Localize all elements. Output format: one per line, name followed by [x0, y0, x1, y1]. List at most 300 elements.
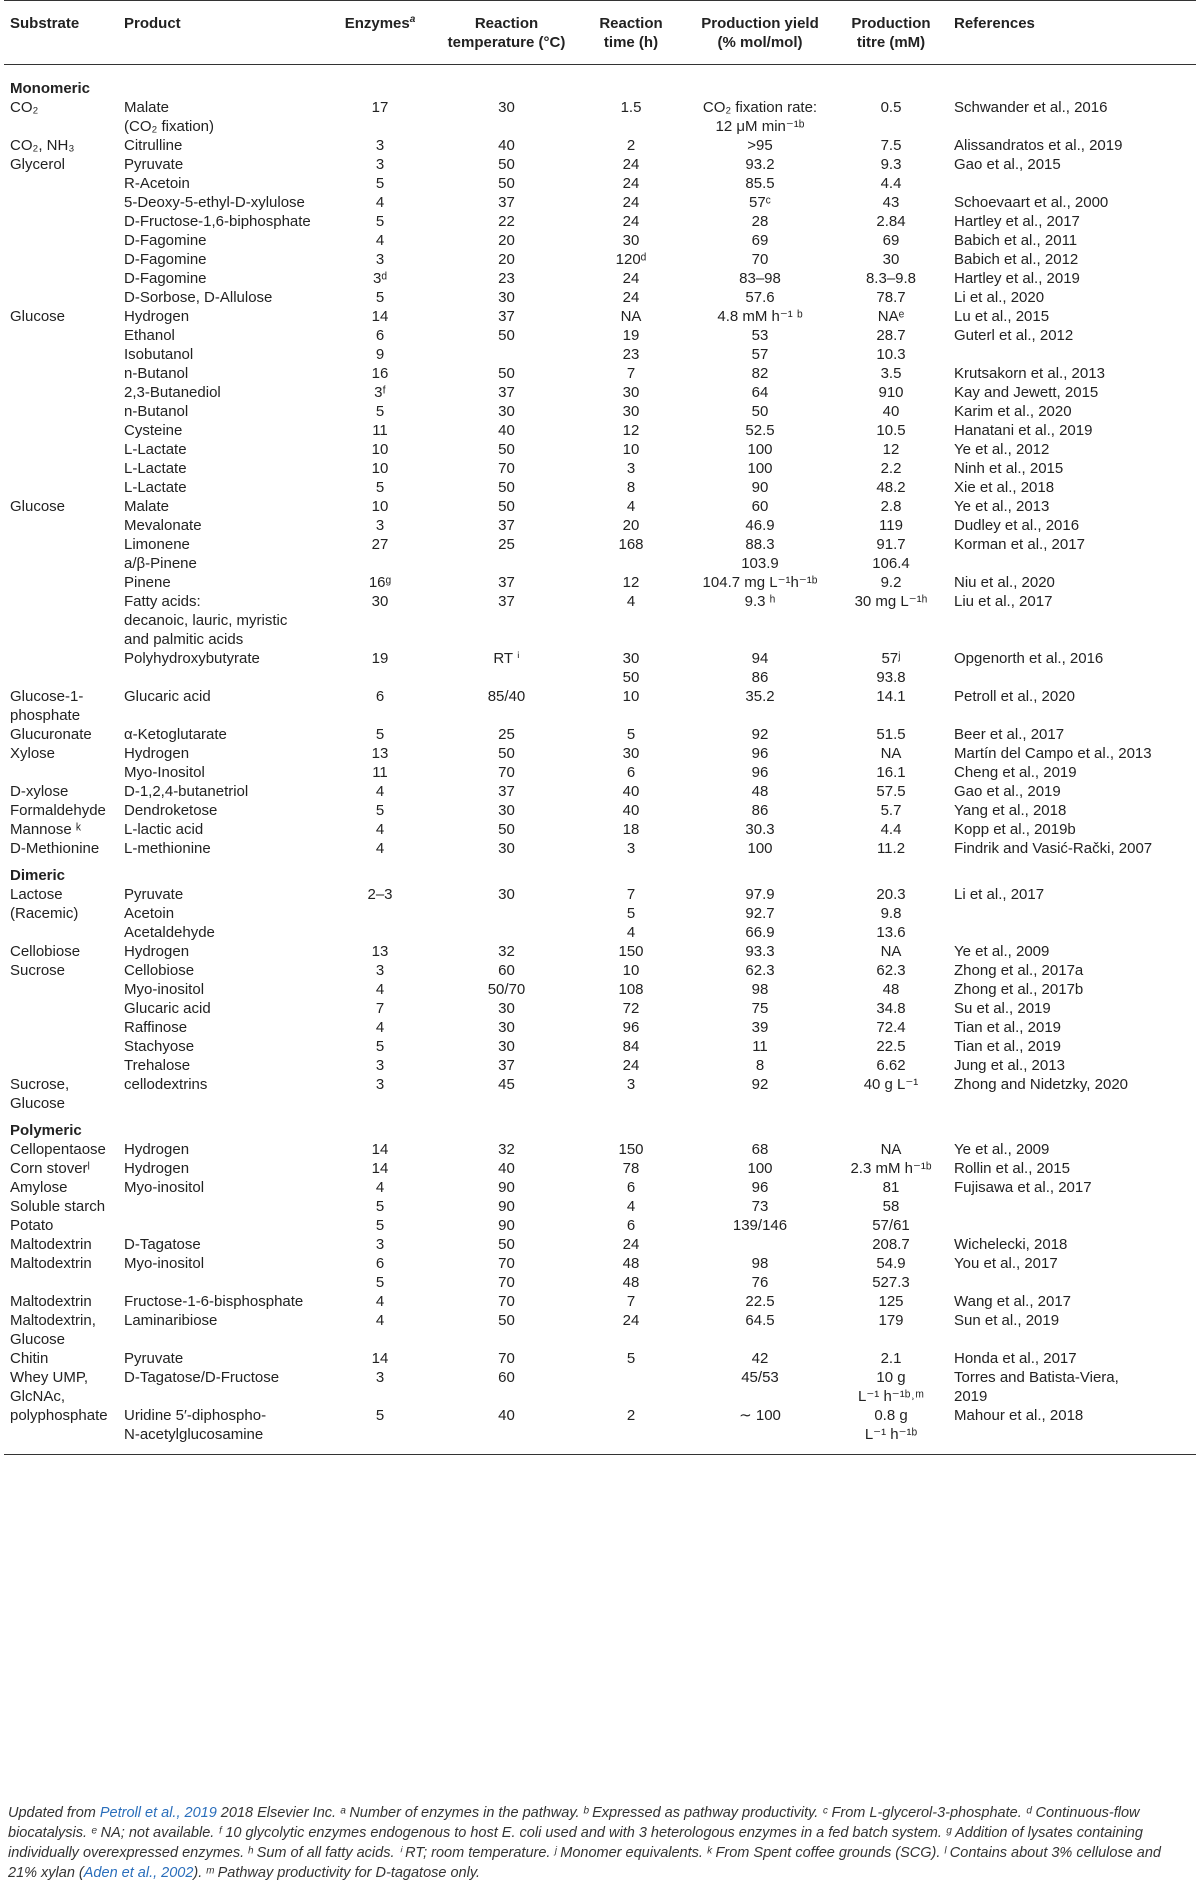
cell-product: D-Tagatose — [124, 1236, 201, 1253]
cell-substrate: Glucose-1- phosphate — [10, 688, 84, 724]
cell-temperature: 70 — [498, 1293, 515, 1310]
cell-product: Cellobiose — [124, 962, 195, 979]
cell-yield: 22.5 — [745, 1293, 775, 1310]
footnote-text: 2018 Elsevier Inc. ᵃ Number of enzymes in the pathway. ᵇ Expressed as pathway productivity. ᶜ From L-glycerol-3-phosphate. ᵈ Continuous-flow biocatalysis. ᵉ NA; not available. ᶠ 10 glycolytic enzymes endogenous to host E. coli used and with 3 heterologous enzymes in a fed batch system. ᵍ Addition of lysates containing individually overexpressed enzymes. ʰ Sum of all fatty acids. ⁱ RT; room temperature. ʲ Monomer equivalents. ᵏ From Spent coffee grounds (SCG). ˡ Contains about 3% cellulose and 21% xylan ( — [8, 1805, 1161, 1881]
cell-yield: 4.8 mM h⁻¹ ᵇ — [717, 308, 803, 325]
section-header-row — [4, 858, 1196, 885]
cell-reference: Findrik and Vasić-Rački, 2007 — [954, 840, 1153, 857]
cell-enzymes: 19 — [371, 650, 389, 667]
cell-time: 2 — [576, 1406, 686, 1455]
cell-temperature: 90 90 90 — [498, 1179, 515, 1234]
cell-time: 24 — [622, 1312, 640, 1329]
table-row — [4, 1349, 1196, 1368]
cell-titre: 28.7 — [876, 327, 906, 344]
cell-substrate: Maltodextrin, Glucose — [10, 1312, 96, 1348]
cell-time: 78 — [622, 1160, 640, 1177]
cell-enzymes: 3 — [375, 1236, 385, 1253]
table-row — [4, 402, 1196, 421]
cell-reference: Hanatani et al., 2019 — [954, 422, 1093, 439]
table-row — [4, 554, 1196, 573]
table-row — [4, 999, 1196, 1018]
cell-product: D-Fagomine — [124, 270, 207, 287]
cell-temperature: 32 — [498, 1141, 515, 1158]
table-row — [4, 440, 1196, 459]
cell-substrate — [4, 649, 118, 687]
header-product: Product — [118, 1, 323, 65]
cell-yield: 53 — [751, 327, 769, 344]
cell-product: D-Sorbose, D-Allulose — [124, 289, 273, 306]
cell-reference: Ninh et al., 2015 — [954, 460, 1064, 477]
table-row — [4, 250, 1196, 269]
table-row — [4, 1292, 1196, 1311]
cell-titre: 2.8 — [880, 498, 902, 515]
section-header-row — [4, 1113, 1196, 1140]
cell-substrate: D-xylose — [10, 783, 69, 800]
cell-product: Isobutanol — [124, 346, 194, 363]
footnote-end: ). ᵐ Pathway productivity for D-tagatose only. — [193, 1865, 481, 1881]
cell-enzymes: 5 — [375, 403, 385, 420]
cell-time: 12 — [622, 422, 640, 439]
cell-reference: Yang et al., 2018 — [954, 802, 1067, 819]
cell-yield: 100 — [747, 460, 773, 477]
cell-product: Glucaric acid — [124, 1000, 211, 1017]
cell-substrate — [4, 345, 118, 364]
cell-yield: 75 — [751, 1000, 769, 1017]
cell-enzymes: 5 — [323, 1406, 437, 1455]
cell-product: Malate (CO₂ fixation) — [124, 99, 215, 135]
cell-time: 24 — [622, 213, 640, 230]
cell-reference: Rollin et al., 2015 — [954, 1160, 1070, 1177]
table-row — [4, 1254, 1196, 1292]
cell-temperature: 22 — [498, 213, 515, 230]
cell-substrate — [4, 763, 118, 782]
cell-enzymes: 3 — [375, 156, 385, 173]
cell-reference — [948, 554, 1196, 573]
table-row — [4, 288, 1196, 307]
header-yield: Production yield (% mol/mol) — [686, 1, 834, 65]
cell-titre: 22.5 — [876, 1038, 906, 1055]
cell-substrate — [4, 516, 118, 535]
cell-titre: 62.3 — [876, 962, 906, 979]
cell-substrate: Amylose Soluble starch Potato — [10, 1179, 106, 1234]
cell-enzymes: 10 — [371, 498, 389, 515]
table-row — [4, 573, 1196, 592]
header-enzymes-sup: a — [409, 14, 416, 25]
cell-enzymes: 3 — [375, 137, 385, 154]
cell-enzymes: 10 — [371, 460, 389, 477]
cell-titre: 78.7 — [876, 289, 906, 306]
table-row — [4, 212, 1196, 231]
cell-yield: 48 — [751, 783, 769, 800]
cell-reference: Petroll et al., 2020 — [954, 688, 1075, 705]
cell-reference: Babich et al., 2012 — [954, 251, 1079, 268]
cell-temperature: 23 — [498, 270, 515, 287]
header-references: References — [948, 1, 1196, 65]
cell-enzymes: 27 — [371, 536, 389, 553]
cell-yield: 39 — [751, 1019, 769, 1036]
cell-product: L-lactic acid — [124, 821, 204, 838]
cell-product: Pyruvate — [124, 1350, 184, 1367]
cell-enzymes: 4 — [375, 783, 385, 800]
cell-product: 5-Deoxy-5-ethyl-D-xylulose — [124, 194, 305, 211]
cell-temperature: 30 — [498, 840, 515, 857]
header-row — [4, 1, 1196, 65]
cell-product: Raffinose — [124, 1019, 188, 1036]
table-row — [4, 364, 1196, 383]
cell-temperature: 45 — [498, 1076, 515, 1093]
cell-reference: Kopp et al., 2019b — [954, 821, 1076, 838]
cell-temperature: 37 — [498, 593, 515, 610]
cell-titre: 14.1 — [876, 688, 906, 705]
cell-titre: 0.8 g L⁻¹ h⁻¹ᵇ — [834, 1406, 948, 1455]
table-row — [4, 1056, 1196, 1075]
cell-time: 24 — [622, 194, 640, 211]
cell-product: D-Fructose-1,6-biphosphate — [124, 213, 311, 230]
cell-reference: Mahour et al., 2018 — [948, 1406, 1196, 1455]
cell-titre: 179 — [878, 1312, 904, 1329]
cell-reference: Honda et al., 2017 — [954, 1350, 1077, 1367]
cell-titre: 20.3 9.8 13.6 — [876, 886, 906, 941]
cell-time: 24 — [622, 1057, 640, 1074]
cell-substrate: Glucuronate — [10, 726, 92, 743]
cell-reference: Schoevaart et al., 2000 — [954, 194, 1109, 211]
cell-yield: 57 — [751, 346, 769, 363]
cell-time: 72 — [622, 1000, 640, 1017]
cell-yield: 52.5 — [745, 422, 775, 439]
cell-substrate — [4, 535, 118, 554]
cell-substrate: Maltodextrin — [10, 1255, 92, 1272]
cell-substrate — [4, 326, 118, 345]
table-row — [4, 535, 1196, 554]
cell-yield: 45/53 — [741, 1369, 779, 1386]
cell-yield: 93.3 — [745, 943, 775, 960]
cell-reference — [948, 345, 1196, 364]
cell-product: Pyruvate — [124, 156, 184, 173]
cell-product: Cysteine — [124, 422, 183, 439]
table-row — [4, 744, 1196, 763]
cell-yield: 82 — [751, 365, 769, 382]
cell-yield: 46.9 — [745, 517, 775, 534]
cell-time: 40 — [622, 783, 640, 800]
cell-yield — [686, 1235, 834, 1254]
cell-enzymes: 4 — [375, 1293, 385, 1310]
cell-reference: Martín del Campo et al., 2013 — [954, 745, 1152, 762]
cell-titre: 2.3 mM h⁻¹ᵇ — [850, 1160, 932, 1177]
cell-temperature: 40 — [437, 1406, 576, 1455]
cell-enzymes: 14 — [371, 1350, 389, 1367]
cell-yield: 90 — [751, 479, 769, 496]
cell-titre: 4.4 — [880, 821, 902, 838]
table-row — [4, 1178, 1196, 1235]
footnote-aden-link[interactable]: Aden et al., 2002 — [83, 1865, 194, 1881]
cell-time: 18 — [622, 821, 640, 838]
cell-yield: 70 — [751, 251, 769, 268]
cell-enzymes: 3 — [375, 1057, 385, 1074]
cell-titre: 57ʲ 93.8 — [876, 650, 906, 686]
cell-substrate: CO₂ — [10, 99, 39, 116]
cell-time: 30 — [622, 403, 640, 420]
table-row — [4, 1037, 1196, 1056]
cell-time: 108 — [618, 981, 644, 998]
table-row — [4, 421, 1196, 440]
cell-titre: 12 — [882, 441, 900, 458]
cell-enzymes: 4 — [375, 821, 385, 838]
cell-yield: 88.3 — [745, 536, 775, 553]
cell-titre: 48 — [882, 981, 900, 998]
cell-product: Pinene — [124, 574, 171, 591]
cell-titre: 6.62 — [876, 1057, 906, 1074]
cell-substrate: Corn stoverˡ — [10, 1160, 90, 1177]
table-row — [4, 345, 1196, 364]
cell-titre: 91.7 — [876, 536, 906, 553]
table-row — [4, 478, 1196, 497]
cell-reference: Zhong and Nidetzky, 2020 — [954, 1076, 1129, 1093]
table-row — [4, 942, 1196, 961]
cell-time: 23 — [622, 346, 640, 363]
section-title: Polymeric — [10, 1122, 82, 1139]
cell-time: 20 — [622, 517, 640, 534]
cell-substrate — [4, 592, 118, 649]
cell-substrate — [4, 212, 118, 231]
cell-time: 7 — [626, 1293, 636, 1310]
cell-titre: 54.9 527.3 — [872, 1255, 910, 1291]
cell-product: Malate — [124, 498, 170, 515]
cell-titre: 2.2 — [880, 460, 902, 477]
cell-reference: You et al., 2017 — [954, 1255, 1058, 1272]
cell-product: L-Lactate — [124, 460, 187, 477]
cell-titre: 30 — [882, 251, 900, 268]
cell-product: Dendroketose — [124, 802, 218, 819]
header-titre: Production titre (mM) — [834, 1, 948, 65]
cell-substrate — [4, 573, 118, 592]
cell-titre: 9.2 — [880, 574, 902, 591]
cell-yield: 64.5 — [745, 1312, 775, 1329]
table-row — [4, 885, 1196, 942]
cell-temperature: 50 — [498, 175, 515, 192]
cell-yield: 30.3 — [745, 821, 775, 838]
cell-substrate: Maltodextrin — [10, 1293, 92, 1310]
cell-temperature: 37 — [498, 308, 515, 325]
cell-temperature: 37 — [498, 517, 515, 534]
cell-time: 4 — [626, 593, 636, 610]
cell-reference: Zhong et al., 2017a — [954, 962, 1084, 979]
table-row — [4, 383, 1196, 402]
footnote-source-link[interactable]: Petroll et al., 2019 — [99, 1805, 217, 1821]
cell-enzymes: 4 — [375, 194, 385, 211]
cell-temperature: 50 — [498, 1236, 515, 1253]
cell-yield: 9.3 ʰ — [744, 593, 776, 610]
cell-yield: >95 — [747, 137, 773, 154]
cell-reference: Korman et al., 2017 — [954, 536, 1085, 553]
cell-substrate: Sucrose, Glucose — [10, 1076, 70, 1112]
cell-enzymes: 4 — [375, 1312, 385, 1329]
table-row — [4, 1018, 1196, 1037]
table-row — [4, 516, 1196, 535]
cell-temperature — [437, 554, 576, 573]
cell-temperature: 85/40 — [487, 688, 526, 705]
table-row — [4, 155, 1196, 174]
cell-yield: 8 — [755, 1057, 765, 1074]
cell-yield: 96 — [751, 745, 769, 762]
cell-reference: Zhong et al., 2017b — [954, 981, 1084, 998]
cell-temperature: 37 — [498, 574, 515, 591]
table-row — [4, 193, 1196, 212]
cell-time: 8 — [626, 479, 636, 496]
cell-titre: 69 — [882, 232, 900, 249]
cell-enzymes: 5 — [375, 1038, 385, 1055]
cell-reference: Su et al., 2019 — [954, 1000, 1051, 1017]
cell-enzymes: 4 — [375, 981, 385, 998]
cell-enzymes: 5 — [375, 802, 385, 819]
cell-time — [576, 554, 686, 573]
cell-enzymes: 13 — [371, 745, 389, 762]
header-substrate: Substrate — [4, 1, 118, 65]
cell-substrate — [4, 402, 118, 421]
table-row — [4, 980, 1196, 999]
cell-enzymes: 4 5 5 — [375, 1179, 385, 1234]
header-enzymes — [323, 1, 437, 65]
cell-reference: Karim et al., 2020 — [954, 403, 1072, 420]
cell-temperature: 70 — [498, 1350, 515, 1367]
cell-enzymes: 16 — [371, 365, 389, 382]
cell-temperature: 40 — [498, 422, 515, 439]
footnote-prefix: Updated from — [8, 1805, 100, 1821]
cell-enzymes: 14 — [371, 1141, 389, 1158]
cell-product: L-Lactate — [124, 479, 187, 496]
cell-titre: 125 — [878, 1293, 904, 1310]
cell-temperature: 32 — [498, 943, 515, 960]
cell-substrate: polyphosphate — [4, 1406, 118, 1455]
cell-enzymes: 3 — [375, 251, 385, 268]
cell-titre: 8.3–9.8 — [865, 270, 917, 287]
cell-titre: 208.7 — [872, 1236, 910, 1253]
table-footnote — [8, 1803, 1192, 1883]
cell-substrate: Whey UMP, GlcNAc, — [10, 1369, 89, 1405]
cell-titre: 106.4 — [872, 555, 910, 572]
cell-titre: 4.4 — [880, 175, 902, 192]
cell-temperature: 60 — [498, 962, 515, 979]
cell-yield: 92 — [751, 726, 769, 743]
cell-product: cellodextrins — [124, 1076, 208, 1093]
cell-product: R-Acetoin — [124, 175, 190, 192]
cell-titre: 48.2 — [876, 479, 906, 496]
cell-yield: 62.3 — [745, 962, 775, 979]
cell-time: 7 — [626, 365, 636, 382]
cell-substrate: Glucose — [10, 498, 66, 515]
cell-yield: 68 — [751, 1141, 769, 1158]
cell-titre: NA — [880, 1141, 902, 1158]
cell-time: 48 48 — [622, 1255, 640, 1291]
cell-substrate — [4, 383, 118, 402]
cell-yield: ∼ 100 — [686, 1406, 834, 1455]
cell-product: Myo-inositol — [124, 981, 205, 998]
cell-time: 24 — [622, 289, 640, 306]
cell-enzymes: 30 — [371, 593, 389, 610]
cell-enzymes: 13 — [371, 943, 389, 960]
header-enzymes-label: Enzymes — [344, 15, 410, 32]
cell-enzymes: 11 — [372, 422, 388, 439]
cell-temperature: 40 — [498, 137, 515, 154]
cell-product: Hydrogen — [124, 1141, 190, 1158]
cell-product: Myo-Inositol — [124, 764, 205, 781]
cell-reference: Torres and Batista-Viera, 2019 — [954, 1369, 1119, 1405]
table-row — [4, 307, 1196, 326]
cell-time: 30 — [622, 232, 640, 249]
cell-product: 2,3-Butanediol — [124, 384, 221, 401]
cell-yield: 64 — [751, 384, 769, 401]
cell-substrate — [4, 269, 118, 288]
cell-time — [576, 1368, 686, 1406]
cell-product: Uridine 5′-diphospho- N-acetylglucosamine — [118, 1406, 323, 1455]
cell-time: 24 — [622, 175, 640, 192]
cell-titre: 10 g L⁻¹ h⁻¹ᵇ˒ᵐ — [858, 1369, 924, 1405]
cell-enzymes: 3 — [375, 517, 385, 534]
cell-reference: Wang et al., 2017 — [954, 1293, 1072, 1310]
cell-time: 30 50 — [622, 650, 640, 686]
table-row — [4, 269, 1196, 288]
cell-product: Limonene — [124, 536, 190, 553]
cell-temperature — [437, 345, 576, 364]
cell-product: Myo-inositol — [124, 1179, 205, 1196]
cell-substrate — [4, 440, 118, 459]
cell-time: 10 — [622, 962, 640, 979]
cell-temperature: 30 — [498, 403, 515, 420]
cell-substrate — [4, 554, 118, 573]
cell-temperature: 20 — [498, 232, 515, 249]
cell-substrate — [4, 1056, 118, 1075]
cell-substrate — [4, 999, 118, 1018]
cell-yield: 83–98 — [739, 270, 781, 287]
cell-enzymes: 7 — [375, 1000, 385, 1017]
cell-titre: 2.1 — [880, 1350, 902, 1367]
cell-enzymes: 4 — [375, 840, 385, 857]
cell-reference: Ye et al., 2009 — [954, 943, 1050, 960]
cell-product: Glucaric acid — [124, 688, 211, 705]
cell-titre: 40 — [882, 403, 900, 420]
table-row — [4, 820, 1196, 839]
cell-product: n-Butanol — [124, 403, 189, 420]
cell-time: 19 — [622, 327, 640, 344]
cell-enzymes: 4 — [375, 1019, 385, 1036]
cell-temperature: 40 — [498, 1160, 515, 1177]
cell-time: 2 — [626, 137, 636, 154]
cell-titre: 119 — [879, 517, 903, 534]
cell-substrate — [4, 174, 118, 193]
cell-time: 96 — [622, 1019, 640, 1036]
cell-titre: 10.3 — [876, 346, 906, 363]
cell-temperature: 30 — [498, 1000, 515, 1017]
cell-reference: Lu et al., 2015 — [954, 308, 1050, 325]
cell-reference: Dudley et al., 2016 — [954, 517, 1080, 534]
cell-temperature: RT ⁱ — [493, 650, 520, 667]
cell-temperature: 37 — [498, 384, 515, 401]
cell-titre: 40 g L⁻¹ — [863, 1076, 919, 1093]
cell-time: 150 — [618, 1141, 644, 1158]
cell-time: 6 4 6 — [626, 1179, 636, 1234]
cell-substrate: Xylose — [10, 745, 56, 762]
cell-reference: Krutsakorn et al., 2013 — [954, 365, 1105, 382]
table-row — [4, 649, 1196, 687]
cell-temperature: 25 — [498, 726, 515, 743]
cell-substrate — [4, 459, 118, 478]
cell-yield: 85.5 — [745, 175, 775, 192]
cell-product: Fructose-1-6-bisphosphate — [124, 1293, 304, 1310]
cell-yield: 97.9 92.7 66.9 — [745, 886, 775, 941]
table-row — [4, 961, 1196, 980]
cell-substrate: Chitin — [10, 1350, 49, 1367]
cell-product: Hydrogen — [124, 1160, 190, 1177]
cell-titre: 2.84 — [876, 213, 906, 230]
